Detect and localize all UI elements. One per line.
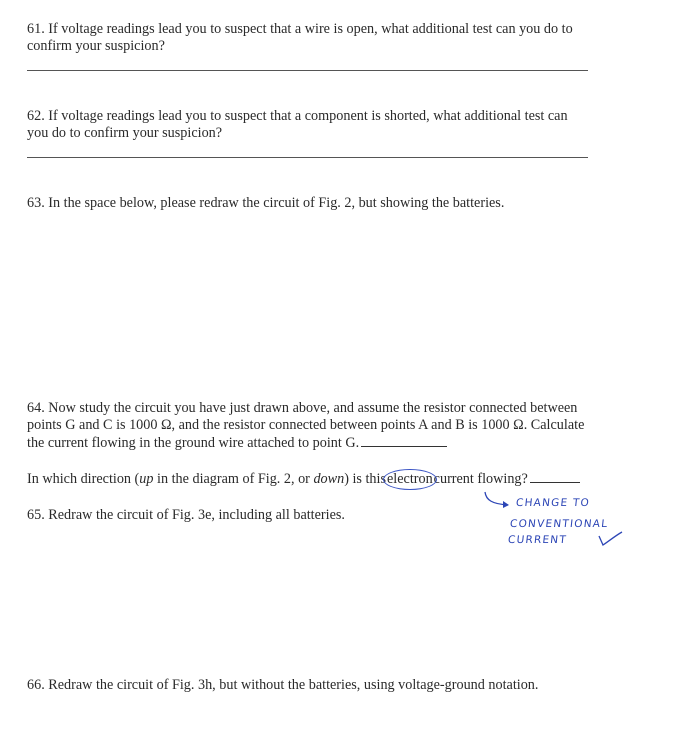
answer-line-61 [27, 70, 588, 71]
direction-text-mid: in the diagram of Fig. 2, or [153, 471, 314, 487]
question-61-line-2: confirm your suspicion? [27, 38, 165, 54]
question-61 [27, 21, 573, 55]
circled-word-text: electron [386, 471, 433, 487]
question-63 [27, 195, 504, 212]
question-64-line-1: 64. Now study the circuit you have just drawn above, and assume the resistor connected between [27, 400, 578, 416]
annotation-line-3: CURRENT [507, 534, 568, 546]
question-64 [27, 400, 584, 452]
question-65 [27, 507, 345, 524]
answer-blank-64-current [361, 434, 447, 447]
direction-text-end: current flowing? [433, 471, 528, 487]
direction-up: up [139, 471, 154, 487]
question-63-text: 63. In the space below, please redraw the circuit of Fig. 2, but showing the batteries. [27, 195, 505, 211]
question-66 [27, 677, 538, 694]
hand-drawn-circle [383, 469, 437, 490]
drawing-area-65 [27, 560, 667, 660]
question-64-line-2: points G and C is 1000 Ω, and the resistor connected between points A and B is 1000 Ω. Calculate [27, 417, 585, 433]
question-64-line-3-text: the current flowing in the ground wire attached to point G. [27, 435, 360, 451]
question-62-line-1: 62. If voltage readings lead you to suspect that a component is shorted, what additional test can [27, 108, 568, 124]
handwritten-arrow [482, 490, 514, 516]
question-61-line-1: 61. If voltage readings lead you to suspect that a wire is open, what additional test can you do to [27, 21, 573, 37]
question-64-line-3 [27, 434, 584, 452]
annotation-line-2: CONVENTIONAL [509, 518, 609, 530]
answer-blank-64-direction [530, 470, 580, 483]
direction-text-after: ) is this [344, 471, 386, 487]
question-62 [27, 108, 568, 142]
question-64-direction [27, 470, 580, 488]
circled-word-electron [386, 471, 434, 488]
direction-text-before: In which direction ( [27, 471, 140, 487]
handwritten-checkmark [596, 530, 626, 550]
direction-down: down [313, 471, 345, 487]
question-65-text: 65. Redraw the circuit of Fig. 3e, including all batteries. [27, 507, 345, 523]
question-62-line-2: you do to confirm your suspicion? [27, 125, 223, 141]
question-66-text: 66. Redraw the circuit of Fig. 3h, but without the batteries, using voltage-ground notation. [27, 677, 539, 693]
annotation-line-1: CHANGE TO [515, 497, 591, 509]
drawing-area-63 [27, 222, 667, 392]
answer-line-62 [27, 157, 588, 158]
